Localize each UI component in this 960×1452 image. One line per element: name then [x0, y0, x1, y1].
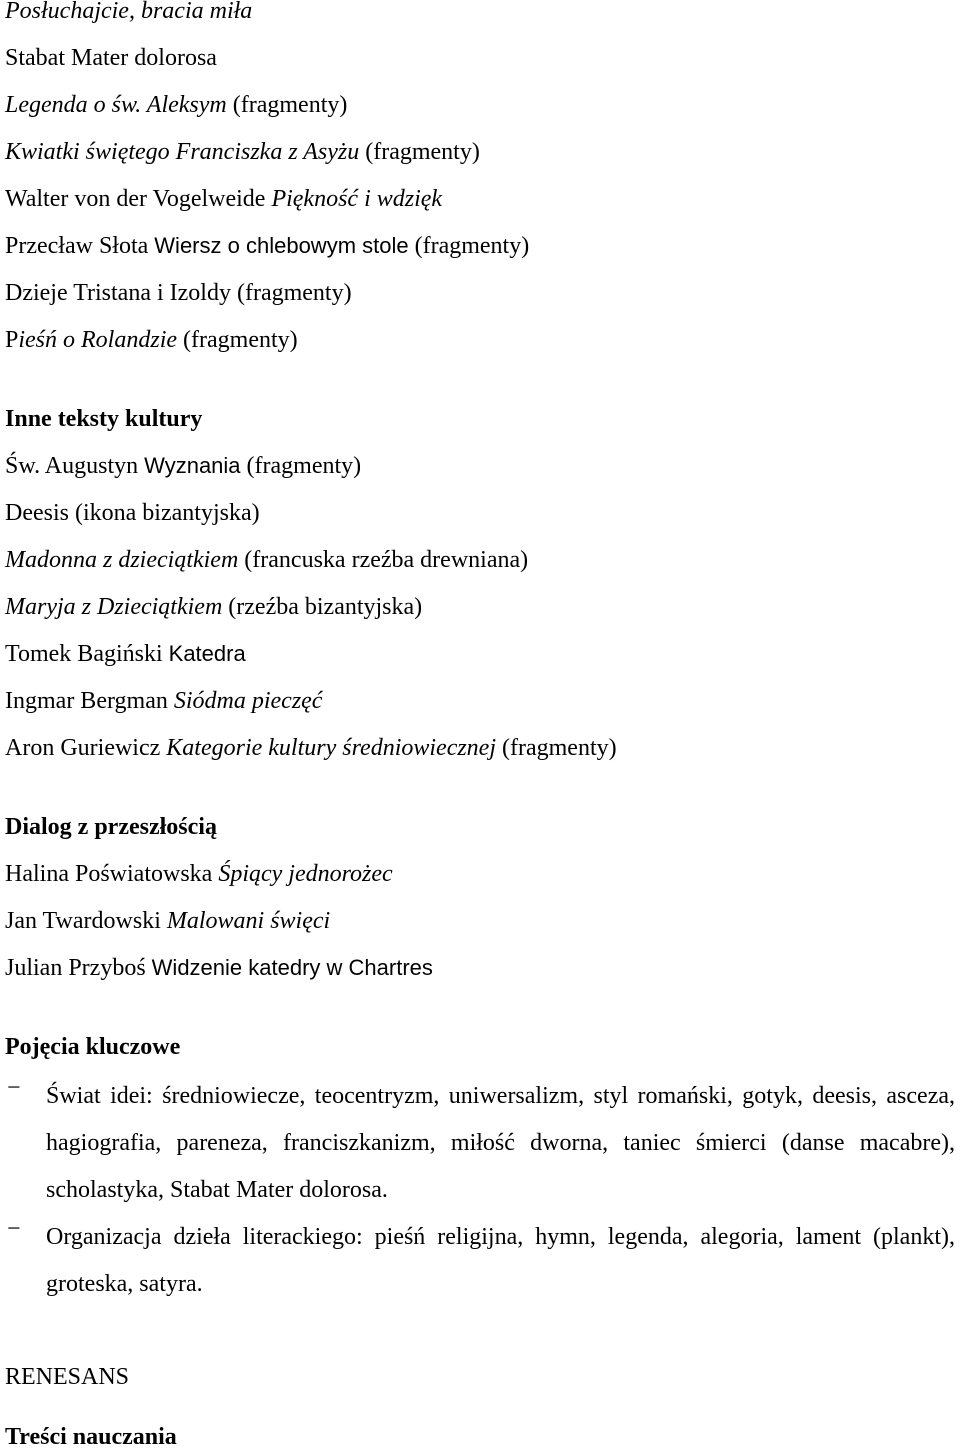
key-concept-text: Świat idei: średniowiecze, teocentryzm, uniwersalizm, styl romański, gotyk, deesis, asceza, hagiografia, pareneza, franciszkanizm, miłość dworna, taniec śmierci (danse macabre), scholastyka, Stabat Mater dolorosa.: [46, 1083, 955, 1203]
reading-item: Kwiatki świętego Franciszka z Asyżu (fragmenty): [5, 139, 480, 165]
reading-item: Posłuchajcie, bracia miła: [5, 0, 253, 24]
dialog-item: Halina Poświatowska Śpiący jednorożec: [5, 861, 393, 887]
section-heading-pojecia: Pojęcia kluczowe: [5, 1034, 181, 1060]
culture-item: Madonna z dzieciątkiem (francuska rzeźba drewniana): [5, 547, 529, 573]
dash-bullet-icon: −: [7, 1075, 21, 1101]
reading-item: Przecław Słota Wiersz o chlebowym stole (fragmenty): [5, 233, 530, 259]
culture-item: Aron Guriewicz Kategorie kultury średniowiecznej (fragmenty): [5, 735, 617, 761]
era-heading: RENESANS: [5, 1364, 130, 1390]
key-concept-text: Organizacja dzieła literackiego: pieśń religijna, hymn, legenda, alegoria, lament (plankt), groteska, satyra.: [46, 1224, 955, 1297]
reading-item: Walter von der Vogelweide Piękność i wdzięk: [5, 186, 443, 212]
reading-item: Dzieje Tristana i Izoldy (fragmenty): [5, 280, 352, 306]
section-heading-dialog: Dialog z przeszłością: [5, 814, 217, 840]
culture-item: Ingmar Bergman Siódma pieczęć: [5, 688, 323, 714]
culture-item: Maryja z Dzieciątkiem (rzeźba bizantyjska): [5, 594, 423, 620]
dialog-item: Julian Przyboś Widzenie katedry w Chartres: [5, 955, 433, 981]
dialog-item: Jan Twardowski Malowani święci: [5, 908, 331, 934]
section-heading-inne-teksty: Inne teksty kultury: [5, 406, 203, 432]
section-heading-tresci: Treści nauczania: [5, 1424, 177, 1450]
culture-item: Deesis (ikona bizantyjska): [5, 500, 260, 526]
reading-item: Stabat Mater dolorosa: [5, 45, 217, 71]
reading-item: Legenda o św. Aleksym (fragmenty): [5, 92, 348, 118]
culture-item: Św. Augustyn Wyznania (fragmenty): [5, 453, 362, 479]
reading-item: Pieśń o Rolandzie (fragmenty): [5, 327, 298, 353]
culture-item: Tomek Bagiński Katedra: [5, 641, 246, 667]
dash-bullet-icon: −: [7, 1216, 21, 1242]
